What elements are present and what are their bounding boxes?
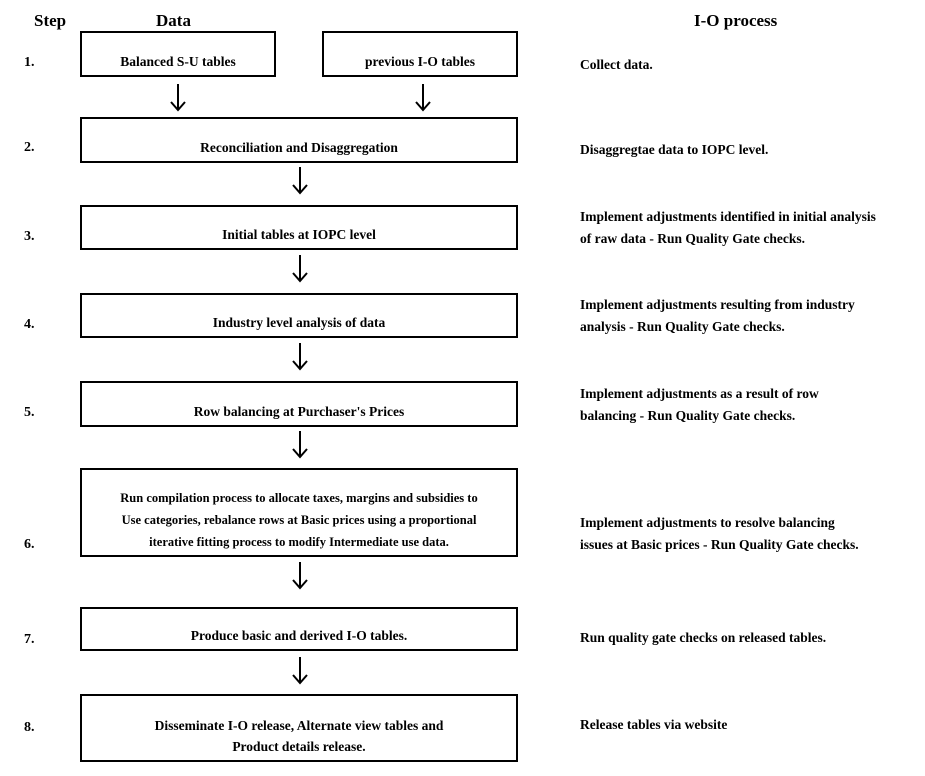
- column-header-data: Data: [156, 11, 191, 30]
- down-arrow-icon: [289, 254, 311, 284]
- flow-box-label: Row balancing at Purchaser's Prices: [193, 404, 405, 419]
- process-note-line: Disaggregtae data to IOPC level.: [580, 142, 769, 157]
- process-note-4: [580, 294, 855, 338]
- flow-box-label: Disseminate I-O release, Alternate view tables and: [154, 718, 444, 733]
- process-note-line: balancing - Run Quality Gate checks.: [580, 408, 796, 423]
- down-arrow-icon: [412, 83, 434, 113]
- column-header-step: Step: [34, 11, 67, 30]
- down-arrow-icon: [289, 656, 311, 686]
- flow-box-label: Run compilation process to allocate taxes, margins and subsidies to: [120, 491, 478, 505]
- process-note-5: [580, 383, 819, 427]
- process-note-line: issues at Basic prices - Run Quality Gate checks.: [580, 537, 859, 552]
- flow-box-label: Use categories, rebalance rows at Basic prices using a proportional: [121, 513, 477, 527]
- flow-box-label: Reconciliation and Disaggregation: [200, 140, 398, 155]
- process-note-2: [580, 139, 768, 161]
- down-arrow-icon: [289, 166, 311, 196]
- flow-box-reconciliation: [80, 117, 518, 163]
- process-note-7: [580, 627, 826, 649]
- process-note-3: [580, 206, 876, 250]
- down-arrow-icon: [289, 342, 311, 372]
- flow-box-label: previous I-O tables: [364, 54, 475, 69]
- process-note-line: Run quality gate checks on released tables.: [580, 630, 827, 645]
- flow-box-industry-analysis: [80, 293, 518, 338]
- process-note-6: [580, 512, 859, 556]
- process-note-line: Release tables via website: [580, 717, 728, 732]
- step-number-3: 3.: [24, 229, 35, 244]
- flow-box-label: iterative fitting process to modify Intermediate use data.: [149, 535, 449, 549]
- flow-box-label: Initial tables at IOPC level: [222, 227, 376, 242]
- process-note-line: Collect data.: [580, 57, 653, 72]
- process-note-line: Implement adjustments as a result of row: [580, 386, 819, 401]
- flow-box-label: Balanced S-U tables: [120, 54, 236, 69]
- flow-box-row-balancing: [80, 381, 518, 427]
- process-note-line: of raw data - Run Quality Gate checks.: [580, 231, 805, 246]
- down-arrow-icon: [167, 83, 189, 113]
- flow-box-label: Industry level analysis of data: [212, 315, 386, 330]
- step-number-7: 7.: [24, 632, 35, 647]
- process-note-line: Implement adjustments to resolve balancing: [580, 515, 835, 530]
- flow-box-compilation-process: [80, 468, 518, 557]
- step-number-6: 6.: [24, 537, 35, 552]
- process-note-line: analysis - Run Quality Gate checks.: [580, 319, 785, 334]
- step-number-5: 5.: [24, 405, 35, 420]
- step-number-8: 8.: [24, 720, 35, 735]
- process-note-1: [580, 54, 653, 76]
- step-number-1: 1.: [24, 55, 35, 70]
- flow-box-previous-io-tables: [322, 31, 518, 77]
- flow-box-label: Produce basic and derived I-O tables.: [190, 628, 408, 643]
- step-number-2: 2.: [24, 140, 35, 155]
- column-header-io-process: I-O process: [694, 11, 778, 30]
- flow-box-produce-tables: [80, 607, 518, 651]
- down-arrow-icon: [289, 561, 311, 591]
- flow-box-balanced-su-tables: [80, 31, 276, 77]
- step-number-4: 4.: [24, 317, 35, 332]
- flow-box-initial-tables: [80, 205, 518, 250]
- down-arrow-icon: [289, 430, 311, 460]
- flow-box-disseminate-release: [80, 694, 518, 762]
- process-note-line: Implement adjustments identified in initial analysis: [580, 209, 876, 224]
- process-note-8: [580, 714, 727, 736]
- process-note-line: Implement adjustments resulting from industry: [580, 297, 855, 312]
- flow-box-label: Product details release.: [232, 739, 366, 754]
